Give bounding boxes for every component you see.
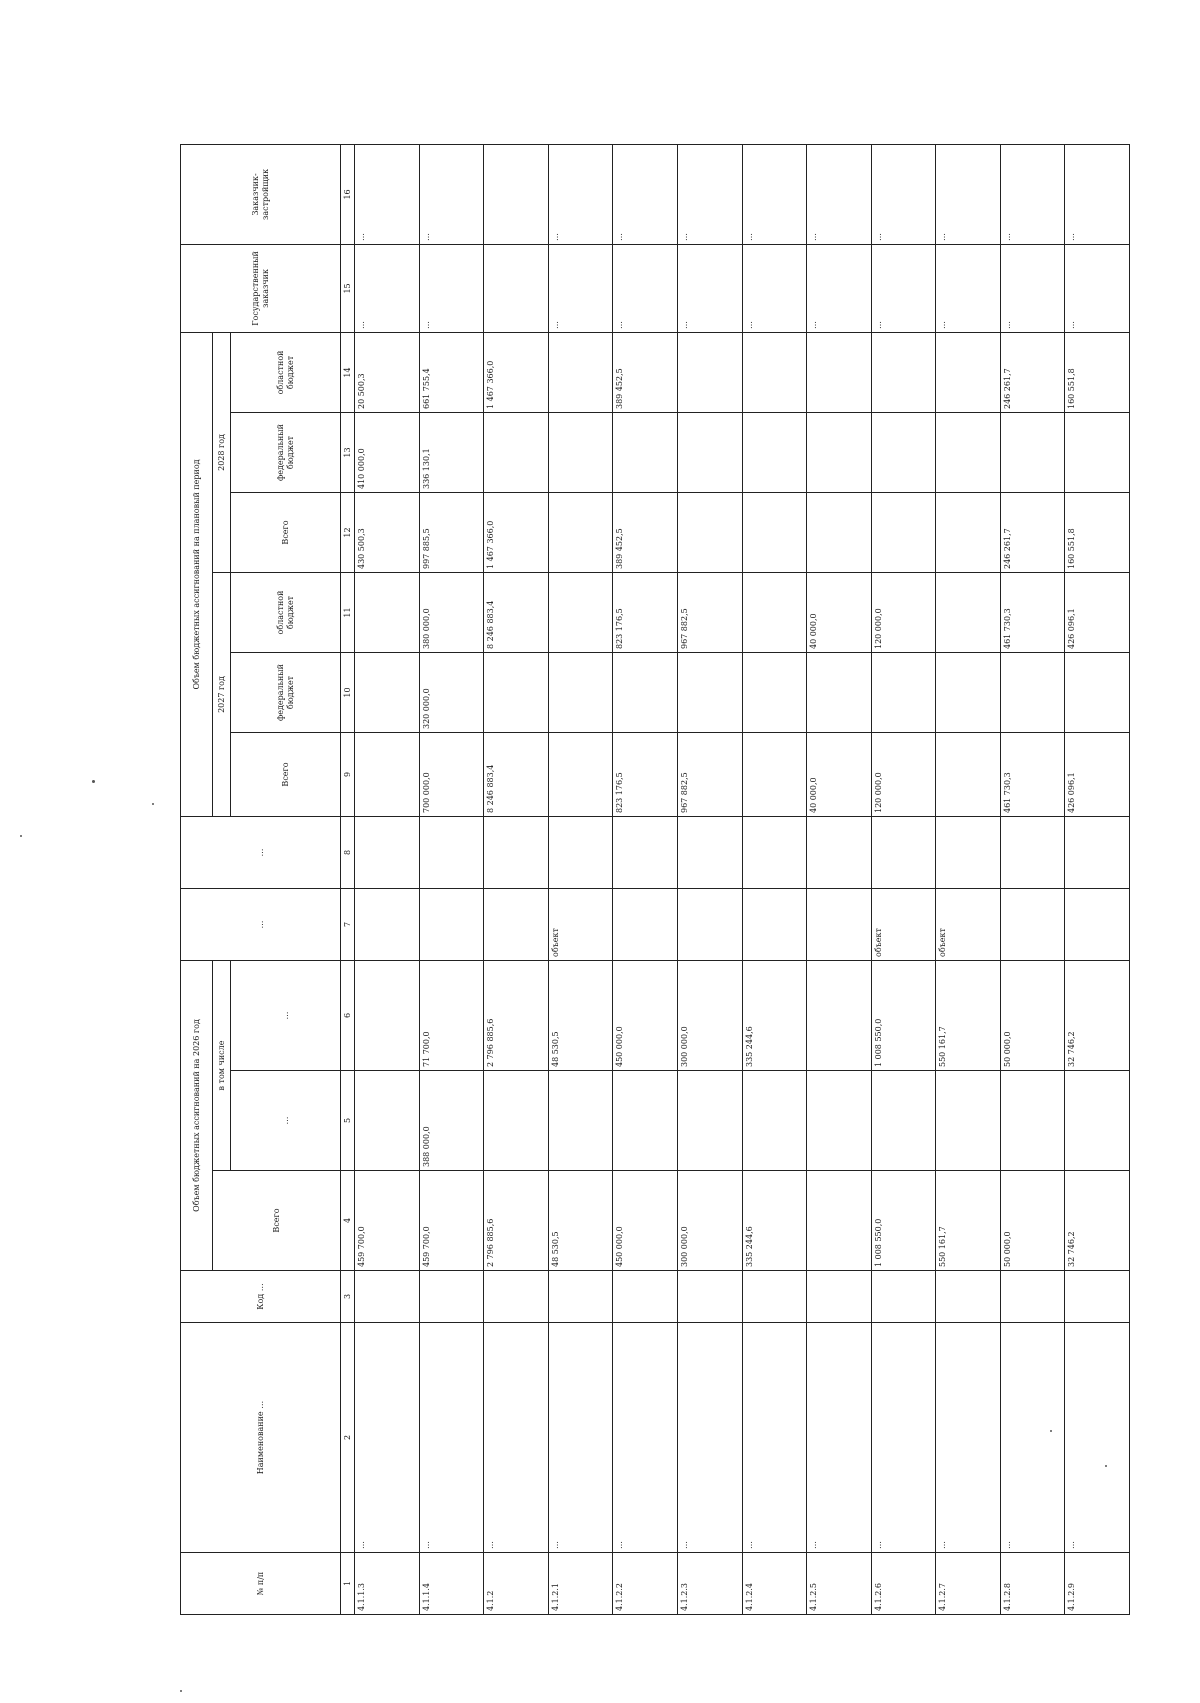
- header-year-2028: 2028 год: [213, 332, 231, 572]
- row-number: 4.1.2.8: [1000, 1553, 1065, 1615]
- deadline: [1065, 817, 1130, 889]
- federal-2028: [936, 413, 1001, 493]
- deadline: [355, 817, 420, 889]
- federal-2028: [678, 413, 743, 493]
- total-2027: 120 000,0: [871, 733, 936, 817]
- scan-speck: [92, 780, 95, 783]
- deadline: [871, 817, 936, 889]
- state-customer: …: [355, 244, 420, 332]
- total-2026: 32 746,2: [1065, 1171, 1130, 1271]
- federal-2026: [871, 1071, 936, 1171]
- deadline: [678, 817, 743, 889]
- federal-2026: 388 000,0: [419, 1071, 484, 1171]
- deadline: [548, 817, 613, 889]
- federal-2026: [1065, 1071, 1130, 1171]
- deadline: [613, 817, 678, 889]
- header-regional-2027: областной бюджет: [231, 573, 341, 653]
- total-2027: 823 176,5: [613, 733, 678, 817]
- regional-2027: 380 000,0: [419, 573, 484, 653]
- table-header: [181, 144, 355, 1614]
- regional-2028: 389 452,5: [613, 332, 678, 412]
- total-2027: [936, 733, 1001, 817]
- header-year-2027: 2027 год: [213, 573, 231, 817]
- federal-2026: [548, 1071, 613, 1171]
- object-name: …: [936, 1323, 1001, 1553]
- total-2026: 48 530,5: [548, 1171, 613, 1271]
- developer: …: [807, 144, 872, 244]
- header-state-customer: Государственный заказчик: [181, 244, 341, 332]
- kbk-code: [1065, 1271, 1130, 1323]
- regional-2028: [678, 332, 743, 412]
- object-name: …: [1000, 1323, 1065, 1553]
- federal-2026: [1000, 1071, 1065, 1171]
- total-2028: 389 452,5: [613, 493, 678, 573]
- regional-2026: 71 700,0: [419, 961, 484, 1071]
- table-row: [355, 144, 420, 1614]
- capacity-unit: [1000, 889, 1065, 961]
- capacity-unit: [419, 889, 484, 961]
- regional-2026: 2 796 885,6: [484, 961, 549, 1071]
- capacity-unit: [678, 889, 743, 961]
- row-number: 4.1.2.4: [742, 1553, 807, 1615]
- table-row: [613, 144, 678, 1614]
- federal-2028: [1065, 413, 1130, 493]
- regional-2027: 40 000,0: [807, 573, 872, 653]
- column-number: 3: [341, 1271, 355, 1323]
- row-number: 4.1.2: [484, 1553, 549, 1615]
- total-2027: 700 000,0: [419, 733, 484, 817]
- total-2027: [742, 733, 807, 817]
- total-2028: [678, 493, 743, 573]
- capacity-unit: объект: [548, 889, 613, 961]
- object-name: …: [355, 1323, 420, 1553]
- table-row: [548, 144, 613, 1614]
- regional-2027: 461 730,3: [1000, 573, 1065, 653]
- regional-2026: 50 000,0: [1000, 961, 1065, 1071]
- regional-2028: [936, 332, 1001, 412]
- table-row: [871, 144, 936, 1614]
- column-number: 9: [341, 733, 355, 817]
- total-2027: 8 246 883,4: [484, 733, 549, 817]
- total-2028: 997 885,5: [419, 493, 484, 573]
- capacity-unit: [355, 889, 420, 961]
- regional-2027: 8 246 883,4: [484, 573, 549, 653]
- regional-2027: 120 000,0: [871, 573, 936, 653]
- header-kbk: Код …: [181, 1271, 341, 1323]
- state-customer: …: [742, 244, 807, 332]
- total-2027: 461 730,3: [1000, 733, 1065, 817]
- column-number: 10: [341, 653, 355, 733]
- object-name: …: [419, 1323, 484, 1553]
- capacity-unit: [484, 889, 549, 961]
- regional-2028: 661 755,4: [419, 332, 484, 412]
- object-name: …: [1065, 1323, 1130, 1553]
- federal-2027: [484, 653, 549, 733]
- state-customer: …: [1065, 244, 1130, 332]
- total-2028: 246 261,7: [1000, 493, 1065, 573]
- total-2026: 1 008 550,0: [871, 1171, 936, 1271]
- federal-2026: [484, 1071, 549, 1171]
- header-regional-2028: областной бюджет: [231, 332, 341, 412]
- header-federal-2028: федеральный бюджет: [231, 413, 341, 493]
- kbk-code: [419, 1271, 484, 1323]
- kbk-code: [807, 1271, 872, 1323]
- federal-2028: [1000, 413, 1065, 493]
- capacity-unit: объект: [871, 889, 936, 961]
- developer: …: [936, 144, 1001, 244]
- row-number: 4.1.2.7: [936, 1553, 1001, 1615]
- total-2027: 967 882,5: [678, 733, 743, 817]
- federal-2027: [548, 653, 613, 733]
- row-number: 4.1.2.3: [678, 1553, 743, 1615]
- state-customer: …: [1000, 244, 1065, 332]
- federal-2026: [355, 1071, 420, 1171]
- row-number: 4.1.2.9: [1065, 1553, 1130, 1615]
- federal-2028: [871, 413, 936, 493]
- table-row: [936, 144, 1001, 1614]
- regional-2028: [871, 332, 936, 412]
- header-group-planned: Объем бюджетных ассигнований на плановый период: [181, 332, 213, 816]
- row-number: 4.1.2.2: [613, 1553, 678, 1615]
- scan-speck: [20, 835, 22, 837]
- rotated-table-sheet: [180, 145, 1130, 1615]
- header-regional-2026: …: [231, 961, 341, 1071]
- federal-2027: [1065, 653, 1130, 733]
- column-number: 8: [341, 817, 355, 889]
- state-customer: …: [419, 244, 484, 332]
- object-name: …: [484, 1323, 549, 1553]
- federal-2028: [742, 413, 807, 493]
- federal-2026: [742, 1071, 807, 1171]
- total-2026: 450 000,0: [613, 1171, 678, 1271]
- deadline: [807, 817, 872, 889]
- kbk-code: [678, 1271, 743, 1323]
- federal-2028: [484, 413, 549, 493]
- header-including: в том числе: [213, 961, 231, 1171]
- total-2028: [936, 493, 1001, 573]
- column-number: 7: [341, 889, 355, 961]
- header-total-2027: Всего: [231, 733, 341, 817]
- federal-2026: [613, 1071, 678, 1171]
- capacity-unit: [1065, 889, 1130, 961]
- developer: …: [742, 144, 807, 244]
- state-customer: …: [871, 244, 936, 332]
- total-2027: [548, 733, 613, 817]
- total-2028: [807, 493, 872, 573]
- developer: …: [355, 144, 420, 244]
- table-row: [807, 144, 872, 1614]
- regional-2026: 450 000,0: [613, 961, 678, 1071]
- header-capacity: …: [181, 889, 341, 961]
- object-name: …: [678, 1323, 743, 1553]
- federal-2028: [613, 413, 678, 493]
- row-number: 4.1.2.5: [807, 1553, 872, 1615]
- regional-2028: [742, 332, 807, 412]
- federal-2027: [613, 653, 678, 733]
- row-number: 4.1.2.1: [548, 1553, 613, 1615]
- state-customer: …: [936, 244, 1001, 332]
- total-2028: 430 500,3: [355, 493, 420, 573]
- total-2026: 2 796 885,6: [484, 1171, 549, 1271]
- state-customer: [484, 244, 549, 332]
- header-object-name: Наименование …: [181, 1323, 341, 1553]
- state-customer: …: [548, 244, 613, 332]
- federal-2027: [678, 653, 743, 733]
- scan-speck: [180, 1690, 182, 1692]
- regional-2026: [355, 961, 420, 1071]
- column-number: 13: [341, 413, 355, 493]
- federal-2027: [936, 653, 1001, 733]
- deadline: [419, 817, 484, 889]
- federal-2028: [548, 413, 613, 493]
- capacity-unit: [807, 889, 872, 961]
- kbk-code: [742, 1271, 807, 1323]
- kbk-code: [613, 1271, 678, 1323]
- total-2028: [742, 493, 807, 573]
- regional-2027: [742, 573, 807, 653]
- kbk-code: [936, 1271, 1001, 1323]
- total-2026: 459 700,0: [419, 1171, 484, 1271]
- regional-2026: 48 530,5: [548, 961, 613, 1071]
- kbk-code: [548, 1271, 613, 1323]
- object-name: …: [807, 1323, 872, 1553]
- kbk-code: [355, 1271, 420, 1323]
- regional-2027: 967 882,5: [678, 573, 743, 653]
- column-number: 11: [341, 573, 355, 653]
- developer: …: [678, 144, 743, 244]
- deadline: [1000, 817, 1065, 889]
- regional-2028: 1 467 366,0: [484, 332, 549, 412]
- row-number: 4.1.1.3: [355, 1553, 420, 1615]
- header-group-2026: Объем бюджетных ассигнований на 2026 год: [181, 961, 213, 1271]
- object-name: …: [613, 1323, 678, 1553]
- total-2028: 1 467 366,0: [484, 493, 549, 573]
- state-customer: …: [807, 244, 872, 332]
- federal-2027: [355, 653, 420, 733]
- total-2026: 300 000,0: [678, 1171, 743, 1271]
- column-number: 15: [341, 244, 355, 332]
- capacity-unit: [613, 889, 678, 961]
- scan-speck: [152, 803, 154, 805]
- column-number: 4: [341, 1171, 355, 1271]
- developer: …: [419, 144, 484, 244]
- column-number: 5: [341, 1071, 355, 1171]
- federal-2028: 336 130,1: [419, 413, 484, 493]
- developer: …: [613, 144, 678, 244]
- object-name: …: [871, 1323, 936, 1553]
- federal-2027: 320 000,0: [419, 653, 484, 733]
- regional-2027: 823 176,5: [613, 573, 678, 653]
- regional-2028: [548, 332, 613, 412]
- table-row: [678, 144, 743, 1614]
- state-customer: …: [613, 244, 678, 332]
- developer: …: [548, 144, 613, 244]
- header-federal-2026: …: [231, 1071, 341, 1171]
- federal-2027: [742, 653, 807, 733]
- kbk-code: [1000, 1271, 1065, 1323]
- regional-2026: 335 244,6: [742, 961, 807, 1071]
- regional-2027: [355, 573, 420, 653]
- regional-2026: 1 008 550,0: [871, 961, 936, 1071]
- column-number: 14: [341, 332, 355, 412]
- total-2028: [548, 493, 613, 573]
- federal-2026: [678, 1071, 743, 1171]
- table-row: [484, 144, 549, 1614]
- total-2028: 160 551,8: [1065, 493, 1130, 573]
- federal-2027: [807, 653, 872, 733]
- header-total-2028: Всего: [231, 493, 341, 573]
- federal-2027: [871, 653, 936, 733]
- total-2027: [355, 733, 420, 817]
- column-number: 16: [341, 144, 355, 244]
- total-2026: 50 000,0: [1000, 1171, 1065, 1271]
- total-2028: [871, 493, 936, 573]
- regional-2027: [936, 573, 1001, 653]
- regional-2026: 300 000,0: [678, 961, 743, 1071]
- header-total-2026: Всего: [213, 1171, 341, 1271]
- total-2027: 426 096,1: [1065, 733, 1130, 817]
- federal-2028: [807, 413, 872, 493]
- deadline: [936, 817, 1001, 889]
- column-number: 1: [341, 1553, 355, 1615]
- regional-2028: 246 261,7: [1000, 332, 1065, 412]
- federal-2027: [1000, 653, 1065, 733]
- table-row: [1000, 144, 1065, 1614]
- column-number: 6: [341, 961, 355, 1071]
- total-2026: 550 161,7: [936, 1171, 1001, 1271]
- federal-2026: [936, 1071, 1001, 1171]
- developer: [484, 144, 549, 244]
- regional-2027: 426 096,1: [1065, 573, 1130, 653]
- total-2026: 459 700,0: [355, 1171, 420, 1271]
- column-number: 12: [341, 493, 355, 573]
- row-number: 4.1.2.6: [871, 1553, 936, 1615]
- total-2026: 335 244,6: [742, 1171, 807, 1271]
- header-federal-2027: федеральный бюджет: [231, 653, 341, 733]
- regional-2028: 160 551,8: [1065, 332, 1130, 412]
- regional-2026: 32 746,2: [1065, 961, 1130, 1071]
- state-customer: …: [678, 244, 743, 332]
- regional-2028: 20 500,3: [355, 332, 420, 412]
- regional-2027: [548, 573, 613, 653]
- kbk-code: [484, 1271, 549, 1323]
- object-name: …: [742, 1323, 807, 1553]
- regional-2026: [807, 961, 872, 1071]
- regional-2026: 550 161,7: [936, 961, 1001, 1071]
- object-name: …: [548, 1323, 613, 1553]
- developer: …: [1000, 144, 1065, 244]
- column-number: 2: [341, 1323, 355, 1553]
- table-body: [355, 144, 1130, 1614]
- kbk-code: [871, 1271, 936, 1323]
- capacity-unit: [742, 889, 807, 961]
- regional-2028: [807, 332, 872, 412]
- header-developer: Заказчик-застройщик: [181, 144, 341, 244]
- header-deadline: …: [181, 817, 341, 889]
- deadline: [484, 817, 549, 889]
- developer: …: [871, 144, 936, 244]
- capacity-unit: объект: [936, 889, 1001, 961]
- table-row: [742, 144, 807, 1614]
- column-number-row: [341, 144, 355, 1614]
- total-2026: [807, 1171, 872, 1271]
- total-2027: 40 000,0: [807, 733, 872, 817]
- header-number: № п/п: [181, 1553, 341, 1615]
- federal-2028: 410 000,0: [355, 413, 420, 493]
- deadline: [742, 817, 807, 889]
- table-row: [419, 144, 484, 1614]
- developer: …: [1065, 144, 1130, 244]
- row-number: 4.1.1.4: [419, 1553, 484, 1615]
- budget-objects-table: [180, 144, 1130, 1615]
- table-row: [1065, 144, 1130, 1614]
- federal-2026: [807, 1071, 872, 1171]
